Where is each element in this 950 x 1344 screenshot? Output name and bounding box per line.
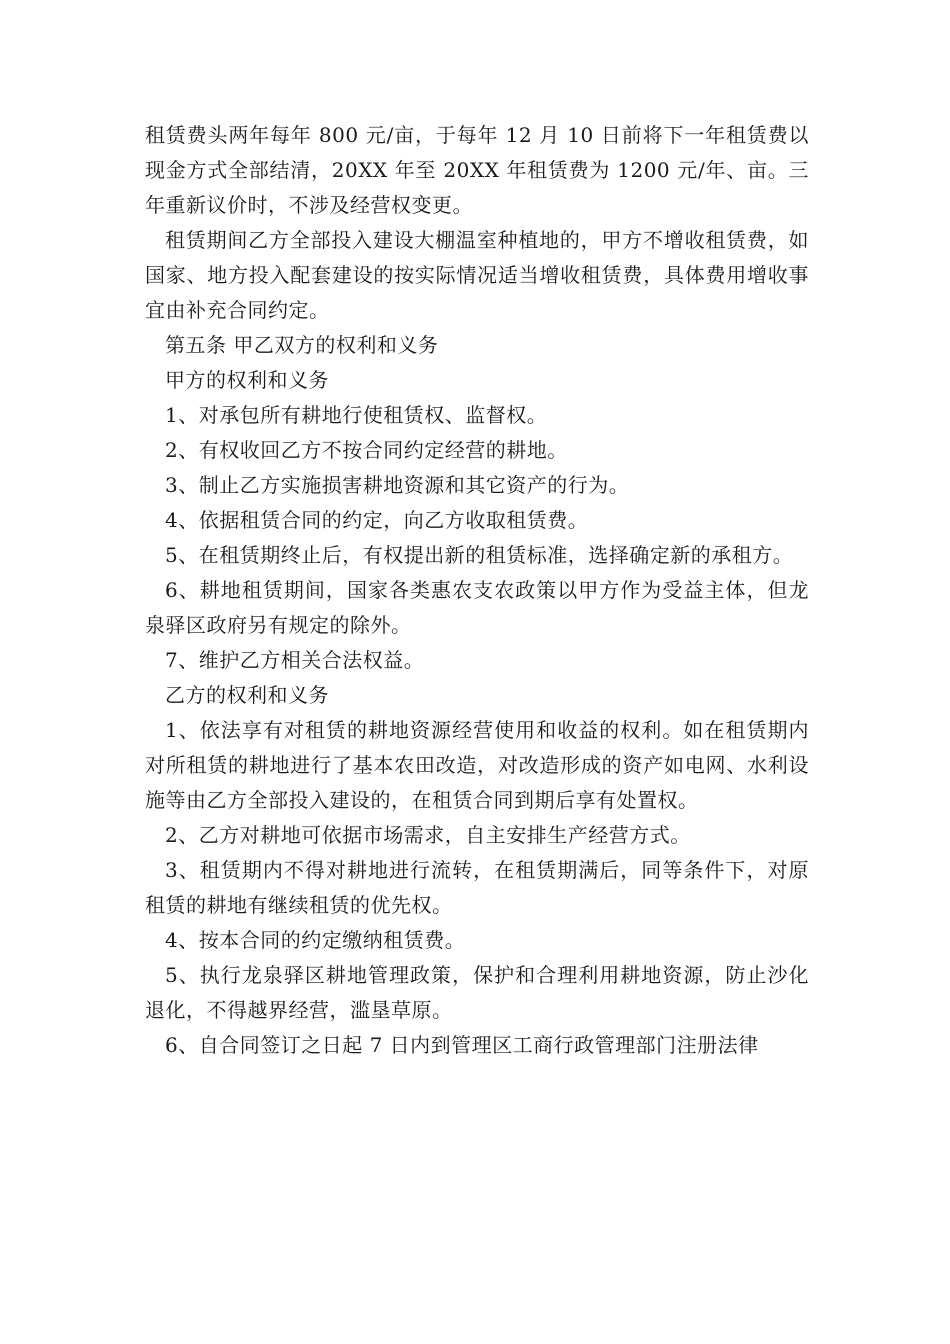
- document-body: [145, 118, 809, 1063]
- party-b-item-4: 4、按本合同的约定缴纳租赁费。: [165, 928, 466, 952]
- party-a-item-7: 7、维护乙方相关合法权益。: [165, 648, 425, 672]
- party-b-heading: 乙方的权利和义务: [165, 683, 329, 707]
- party-a-item-2: 2、有权收回乙方不按合同约定经营的耕地。: [165, 438, 568, 462]
- paragraph-greenhouse-rent: 租赁期间乙方全部投入建设大棚温室种植地的，甲方不增收租赁费，如国家、地方投入配套建设的按实际情况适当增收租赁费，具体费用增收事宜由补充合同约定。: [145, 228, 809, 322]
- party-a-item-4: 4、依据租赁合同的约定，向乙方收取租赁费。: [165, 508, 589, 532]
- party-b-item-3: 3、租赁期内不得对耕地进行流转，在租赁期满后，同等条件下，对原租赁的耕地有继续租赁的优先权。: [145, 858, 809, 917]
- party-a-item-1: 1、对承包所有耕地行使租赁权、监督权。: [165, 403, 548, 427]
- party-a-item-5: 5、在租赁期终止后，有权提出新的租赁标准，选择确定新的承租方。: [165, 543, 794, 567]
- party-b-item-2: 2、乙方对耕地可依据市场需求，自主安排生产经营方式。: [165, 823, 691, 847]
- party-a-heading: 甲方的权利和义务: [165, 368, 329, 392]
- party-b-item-6: 6、自合同签订之日起 7 日内到管理区工商行政管理部门注册法律: [165, 1033, 759, 1057]
- party-b-item-1: 1、依法享有对租赁的耕地资源经营使用和收益的权利。如在租赁期内对所租赁的耕地进行了基本农田改造，对改造形成的资产如电网、水利设施等由乙方全部投入建设的，在租赁合同到期后享有处置权。: [145, 718, 809, 812]
- article-five-heading: 第五条 甲乙双方的权利和义务: [165, 333, 439, 357]
- party-b-item-5: 5、执行龙泉驿区耕地管理政策，保护和合理利用耕地资源，防止沙化退化，不得越界经营，滥垦草原。: [145, 963, 809, 1022]
- party-a-item-3: 3、制止乙方实施损害耕地资源和其它资产的行为。: [165, 473, 630, 497]
- party-a-item-6: 6、耕地租赁期间，国家各类惠农支农政策以甲方作为受益主体，但龙泉驿区政府另有规定的除外。: [145, 578, 809, 637]
- paragraph-rent-fee: 租赁费头两年每年 800 元/亩，于每年 12 月 10 日前将下一年租赁费以现金方式全部结清，20XX 年至 20XX 年租赁费为 1200 元/年、亩。三年重新议价时，不涉及经营权变更。: [145, 123, 809, 217]
